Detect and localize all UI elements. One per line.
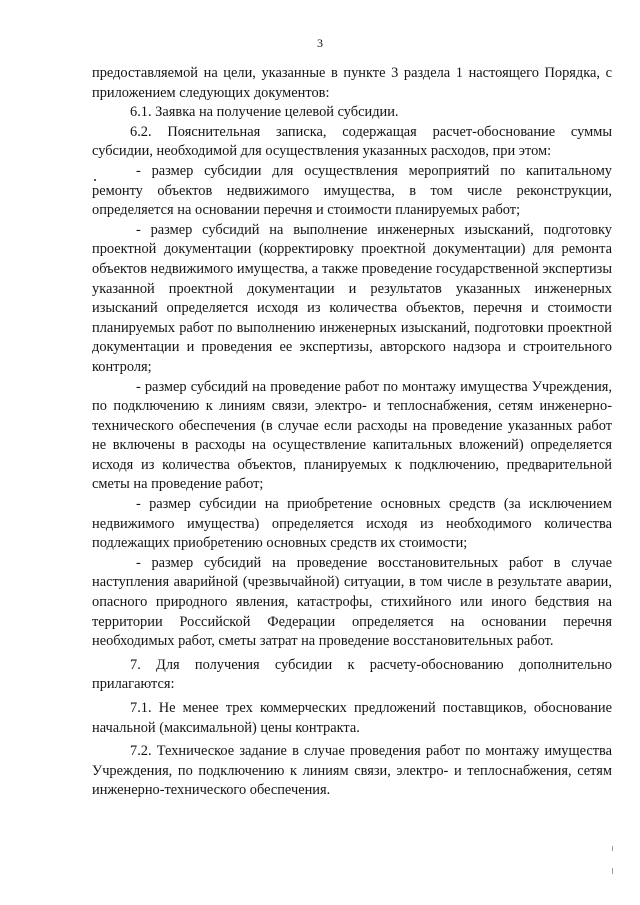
paragraph-6-2: 6.2. Пояснительная записка, содержащая расчет-обоснование суммы субсидии, необходимой для осуществления указанных расходов, при этом:: [92, 123, 612, 160]
scan-edge-mark: [612, 868, 613, 874]
paragraph-7: 7. Для получения субсидии к расчету-обоснованию дополнительно прилагаются:: [92, 656, 612, 693]
scan-speck: [94, 179, 96, 181]
list-item-restoration-works: - размер субсидий на проведение восстановительных работ в случае наступления аварийной (чрезвычайной) ситуации, в том числе в результате аварии, опасного природного явления, катастрофы, стихийного или иного бедствия на территории Российской Федерации определяется на основании перечня необходимых работ, сметы затрат на проведение восстановительных работ.: [92, 554, 612, 650]
paragraph-7-1: 7.1. Не менее трех коммерческих предложений поставщиков, обоснование начальной (максимальной) цены контракта.: [92, 700, 612, 736]
list-item-engineering-surveys: - размер субсидий на выполнение инженерных изысканий, подготовку проектной документации (корректировку проектной документации) для ремонта объектов недвижимого имущества, а также проведение государственной экспертизы указанной проектной документации и результатов указанных инженерных изысканий определяется исходя из количества объектов, перечня и стоимости планируемых работ по выполнению инженерных изысканий, подготовки проектной документации и проведения ее экспертизы, авторского надзора и строительного контроля;: [92, 221, 612, 375]
page-number: 3: [317, 36, 323, 50]
document-body: [92, 64, 612, 801]
paragraph-6-1: 6.1. Заявка на получение целевой субсидии.: [130, 104, 399, 121]
list-item-installation-works: - размер субсидий на проведение работ по монтажу имущества Учреждения, по подключению к линиям связи, электро- и теплоснабжения, сетям инженерно-технического обеспечения (в случае если расходы на проведение указанных работ не включены в расходы на осуществление капитальных вложений) определяется исходя из количества объектов, планируемых к подключению, предварительной сметы на проведение работ;: [92, 378, 612, 493]
scan-edge-mark: [612, 846, 613, 851]
paragraph-7-2: 7.2. Техническое задание в случае проведения работ по монтажу имущества Учреждения, по подключению к линиям связи, электро- и теплоснабжения, сетям инженерно-технического обеспечения.: [92, 743, 612, 799]
list-item-capital-repair: - размер субсидии для осуществления мероприятий по капитальному ремонту объектов недвижимого имущества, в том числе реконструкции, определяется на основании перечня и стоимости планируемых работ;: [92, 162, 612, 219]
paragraph-continuation: предоставляемой на цели, указанные в пункте 3 раздела 1 настоящего Порядка, с приложением следующих документов:: [92, 65, 612, 101]
list-item-fixed-assets: - размер субсидии на приобретение основных средств (за исключением недвижимого имущества) определяется исходя из необходимого количества подлежащих приобретению основных средств их стоимости;: [92, 496, 612, 552]
